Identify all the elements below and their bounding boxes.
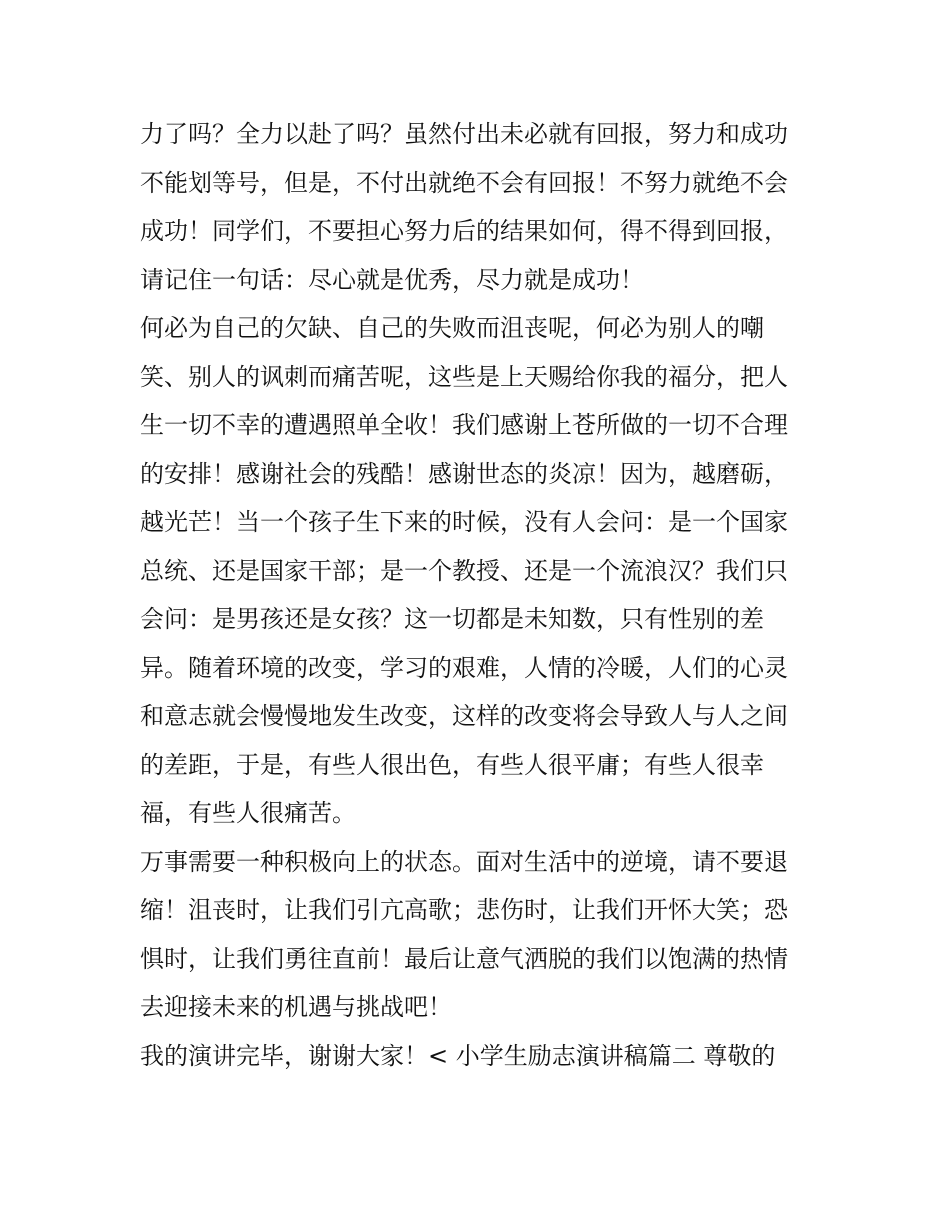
- text-line: 我的演讲完毕，谢谢大家！< 小学生励志演讲稿篇二 尊敬的: [140, 1041, 776, 1070]
- text-line: 万事需要一种积极向上的状态。面对生活中的逆境，请不要退: [140, 847, 788, 876]
- text-line: 何必为自己的欠缺、自己的失败而沮丧呢，何必为别人的嘲: [140, 314, 764, 342]
- text-line: 的安排！感谢社会的残酷！感谢世态的炎凉！因为，越磨砺，: [140, 459, 788, 488]
- text-line: 不能划等号，但是，不付出就绝不会有回报！不努力就绝不会: [140, 168, 788, 197]
- text-line: 缩！沮丧时，让我们引亢高歌；悲伤时，让我们开怀大笑；恐: [140, 896, 788, 924]
- text-line: 成功！同学们，不要担心努力后的结果如何，得不得到回报，: [140, 217, 788, 245]
- text-line: 力了吗？全力以赴了吗？虽然付出未必就有回报，努力和成功: [140, 120, 788, 148]
- text-line: 请记住一句话：尽心就是优秀，尽力就是成功！: [140, 265, 644, 294]
- text-line: 和意志就会慢慢地发生改变，这样的改变将会导致人与人之间: [140, 702, 788, 730]
- text-line: 会问：是男孩还是女孩？这一切都是未知数，只有性别的差: [140, 605, 764, 633]
- text-line: 笑、别人的讽刺而痛苦呢，这些是上天赐给你我的福分，把人: [140, 362, 788, 391]
- text-line: 生一切不幸的遭遇照单全收！我们感谢上苍所做的一切不合理: [140, 411, 788, 439]
- text-line: 去迎接未来的机遇与挑战吧！: [140, 993, 452, 1021]
- text-line: 越光芒！当一个孩子生下来的时候，没有人会问：是一个国家: [140, 508, 788, 536]
- text-line: 的差距，于是，有些人很出色，有些人很平庸；有些人很幸: [140, 750, 764, 779]
- text-line: 异。随着环境的改变，学习的艰难，人情的冷暖，人们的心灵: [140, 653, 788, 682]
- text-line: 福，有些人很痛苦。: [140, 799, 356, 827]
- document-body: [140, 110, 820, 1080]
- text-line: 总统、还是国家干部；是一个教授、还是一个流浪汉？我们只: [140, 556, 788, 585]
- text-line: 惧时，让我们勇往直前！最后让意气洒脱的我们以饱满的热情: [140, 944, 788, 973]
